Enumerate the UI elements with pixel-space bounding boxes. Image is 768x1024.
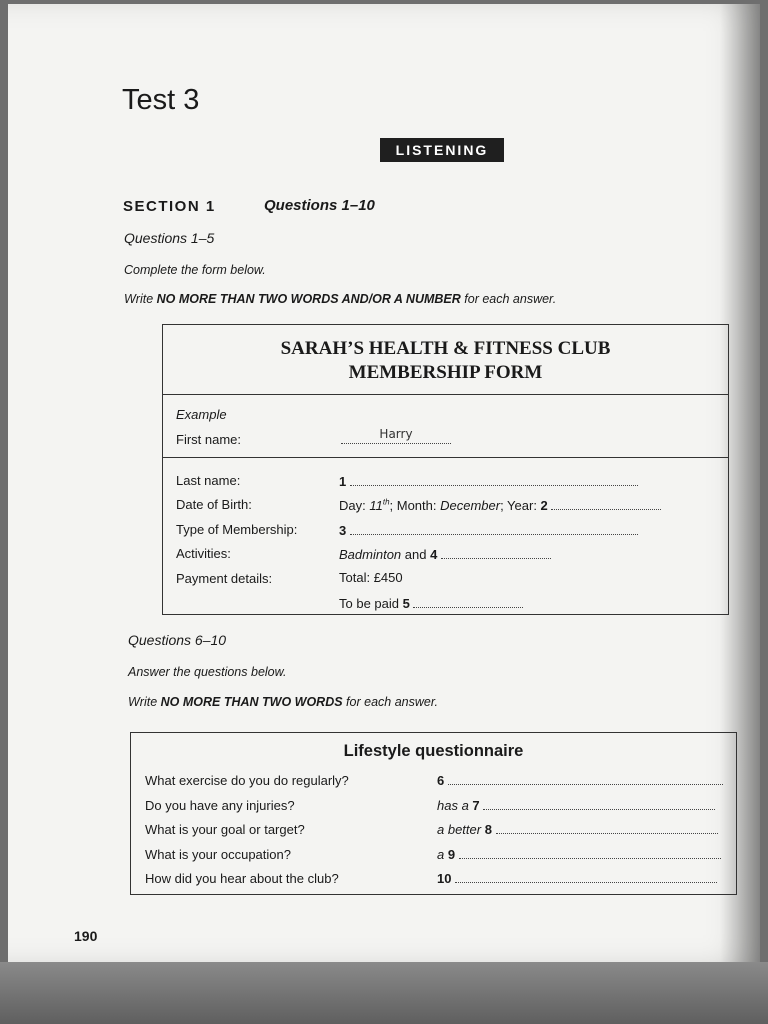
question-8-text: What is your goal or target? — [145, 822, 305, 837]
question-2-blank[interactable] — [551, 497, 661, 510]
question-10-text: How did you hear about the club? — [145, 871, 339, 886]
question-9-text: What is your occupation? — [145, 847, 291, 862]
question-9-blank[interactable]: a 9 — [437, 846, 721, 862]
part2-word-limit: Write NO MORE THAN TWO WORDS for each answer. — [128, 695, 438, 709]
question-4-number: 4 — [430, 547, 438, 562]
form-title-line1: SARAH’S HEALTH & FITNESS CLUB — [280, 338, 611, 359]
form-title — [163, 325, 728, 395]
form-title-line2: MEMBERSHIP FORM — [348, 362, 543, 383]
form-example-section — [163, 395, 728, 458]
question-7-text: Do you have any injuries? — [145, 798, 295, 813]
question-2-number: 2 — [540, 498, 548, 513]
lifestyle-questionnaire — [130, 732, 737, 895]
questionnaire-title: Lifestyle questionnaire — [343, 742, 524, 760]
example-label: Example — [176, 407, 227, 422]
question-5-number: 5 — [402, 596, 410, 611]
document-page — [8, 4, 760, 962]
question-6-text: What exercise do you do regularly? — [145, 773, 349, 788]
part1-instruction: Complete the form below. — [124, 263, 266, 277]
date-of-birth-field: Day: 11th; Month: December; Year: 2 — [339, 497, 661, 513]
activities-field: Badminton and 4 — [339, 546, 551, 562]
question-10-blank[interactable]: 10 — [437, 870, 717, 886]
part1-questions-range: Questions 1–5 — [124, 230, 215, 246]
page-number: 190 — [74, 928, 98, 944]
section-questions-range: Questions 1–10 — [264, 197, 375, 214]
part1-word-limit: Write NO MORE THAN TWO WORDS AND/OR A NUMBER for each answer. — [124, 292, 557, 306]
last-name-label: Last name: — [176, 473, 241, 488]
part2-questions-range: Questions 6–10 — [128, 632, 227, 648]
date-of-birth-label: Date of Birth: — [176, 497, 252, 512]
question-3-blank[interactable]: 3 — [339, 522, 638, 538]
question-5-blank[interactable] — [413, 595, 523, 608]
listening-badge: LISTENING — [380, 138, 504, 162]
section-label: SECTION 1 — [123, 198, 216, 215]
test-title: Test 3 — [122, 84, 200, 116]
question-1-blank[interactable]: 1 — [339, 473, 638, 489]
activities-label: Activities: — [176, 546, 231, 561]
payment-total: Total: £450 — [339, 570, 403, 585]
membership-form — [162, 324, 729, 615]
payment-to-be-paid: To be paid 5 — [339, 595, 523, 611]
scan-background — [0, 962, 768, 1024]
membership-type-label: Type of Membership: — [176, 522, 298, 537]
part2-instruction: Answer the questions below. — [128, 665, 287, 679]
question-8-blank[interactable]: a better 8 — [437, 821, 718, 837]
question-6-blank[interactable]: 6 — [437, 772, 723, 788]
question-7-blank[interactable]: has a 7 — [437, 797, 715, 813]
question-4-blank[interactable] — [441, 546, 551, 559]
first-name-answer — [341, 426, 451, 444]
first-name-label: First name: — [176, 432, 242, 447]
payment-details-label: Payment details: — [176, 571, 273, 586]
first-name-value: Harry — [379, 427, 413, 441]
